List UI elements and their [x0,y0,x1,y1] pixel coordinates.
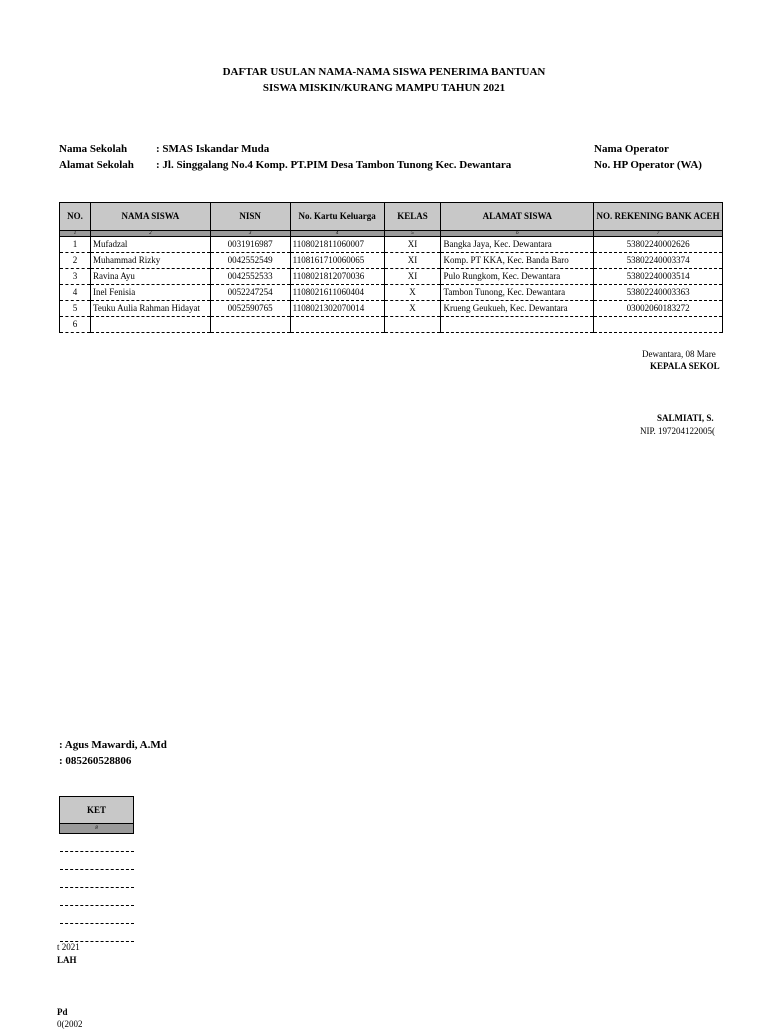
signature-nip: NIP. 197204122005( [640,426,716,436]
document-title-line2: SISWA MISKIN/KURANG MAMPU TAHUN 2021 [262,82,506,94]
school-name-label: Nama Sekolah [59,143,128,155]
cell-kelas: X [384,285,441,301]
cell-nisn [210,317,290,333]
cell-rekening: 03002060183272 [594,301,723,317]
table-row [60,301,723,317]
header-nisn: NISN [210,203,290,231]
ket-table [59,796,134,942]
cell-nisn: 0052247254 [210,285,290,301]
cell-nama: Ravina Ayu [90,269,210,285]
cell-rekening: 53802240003514 [594,269,723,285]
cell-alamat: Bangka Jaya, Kec. Dewantara [441,237,594,253]
column-number: 4 [290,231,384,237]
cell-no: 2 [60,253,91,269]
cell-rekening: 53802240003374 [594,253,723,269]
document-title-line1: DAFTAR USULAN NAMA-NAMA SISWA PENERIMA BANTUAN [222,66,546,78]
column-number: 8 [60,824,134,834]
ket-cell [60,870,134,888]
cell-rekening: 53802240002626 [594,237,723,253]
header-no: NO. [60,203,91,231]
header-ket: KET [60,797,134,824]
cell-alamat: Krueng Geukueh, Kec. Dewantara [441,301,594,317]
signature-date-fragment: t 2021 [57,942,80,952]
cell-kk: 1108021611060404 [290,285,384,301]
signature-place-date: Dewantara, 08 Mare [642,349,716,359]
cell-alamat: Tambon Tunong, Kec. Dewantara [441,285,594,301]
signature-name: SALMIATI, S. [657,413,714,423]
student-table [59,202,723,333]
cell-nama: Teuku Aulia Rahman Hidayat [90,301,210,317]
table-row [60,317,723,333]
cell-rekening: 53802240003363 [594,285,723,301]
column-number: 7 [594,231,723,237]
ket-cell [60,834,134,852]
signature-role-fragment: LAH [57,955,77,965]
column-number: 1 [60,231,91,237]
ket-cell [60,924,134,942]
signature-role: KEPALA SEKOL [650,361,720,371]
table-header-row [60,203,723,231]
cell-kk: 1108021812070036 [290,269,384,285]
cell-kelas: X [384,301,441,317]
header-nama-siswa: NAMA SISWA [90,203,210,231]
ket-cell [60,906,134,924]
cell-no: 1 [60,237,91,253]
cell-no: 6 [60,317,91,333]
cell-nama: Inel Fenisia [90,285,210,301]
ket-cell [60,888,134,906]
header-kelas: KELAS [384,203,441,231]
cell-kk [290,317,384,333]
cell-rekening [594,317,723,333]
cell-nisn: 0042552533 [210,269,290,285]
cell-alamat: Pulo Rungkom, Kec. Dewantara [441,269,594,285]
school-address-label: Alamat Sekolah [59,159,134,171]
header-alamat-siswa: ALAMAT SISWA [441,203,594,231]
cell-kelas: XI [384,253,441,269]
cell-kelas [384,317,441,333]
cell-kelas: XI [384,269,441,285]
cell-no: 5 [60,301,91,317]
cell-nama: Muhammad Rizky [90,253,210,269]
cell-alamat: Komp. PT KKA, Kec. Banda Baro [441,253,594,269]
column-number: 5 [384,231,441,237]
table-row [60,285,723,301]
table-body [60,237,723,333]
cell-kk: 1108021302070014 [290,301,384,317]
cell-nisn: 0031916987 [210,237,290,253]
operator-name-value: : Agus Mawardi, A.Md [59,739,167,751]
column-number: 3 [210,231,290,237]
ket-cell [60,852,134,870]
cell-alamat [441,317,594,333]
header-kartu-keluarga: No. Kartu Keluarga [290,203,384,231]
signature-name-fragment: Pd [57,1007,68,1017]
table-row [60,253,723,269]
cell-nama: Mufadzal [90,237,210,253]
signature-nip-fragment: 0(2002 [57,1019,83,1029]
operator-phone-value: : 085260528806 [59,755,132,767]
cell-no: 3 [60,269,91,285]
school-address-value: : Jl. Singgalang No.4 Komp. PT.PIM Desa Tambon Tunong Kec. Dewantara [156,159,512,171]
cell-nama [90,317,210,333]
cell-kelas: XI [384,237,441,253]
table-row [60,269,723,285]
cell-nisn: 0052590765 [210,301,290,317]
school-name-value: : SMAS Iskandar Muda [156,143,270,155]
operator-name-label: Nama Operator [594,143,669,155]
column-number: 6 [441,231,594,237]
header-rekening: NO. REKENING BANK ACEH [594,203,723,231]
operator-phone-label: No. HP Operator (WA) [594,159,702,171]
cell-nisn: 0042552549 [210,253,290,269]
cell-kk: 1108161710060065 [290,253,384,269]
cell-no: 4 [60,285,91,301]
table-row [60,237,723,253]
column-number: 2 [90,231,210,237]
cell-kk: 1108021811060007 [290,237,384,253]
